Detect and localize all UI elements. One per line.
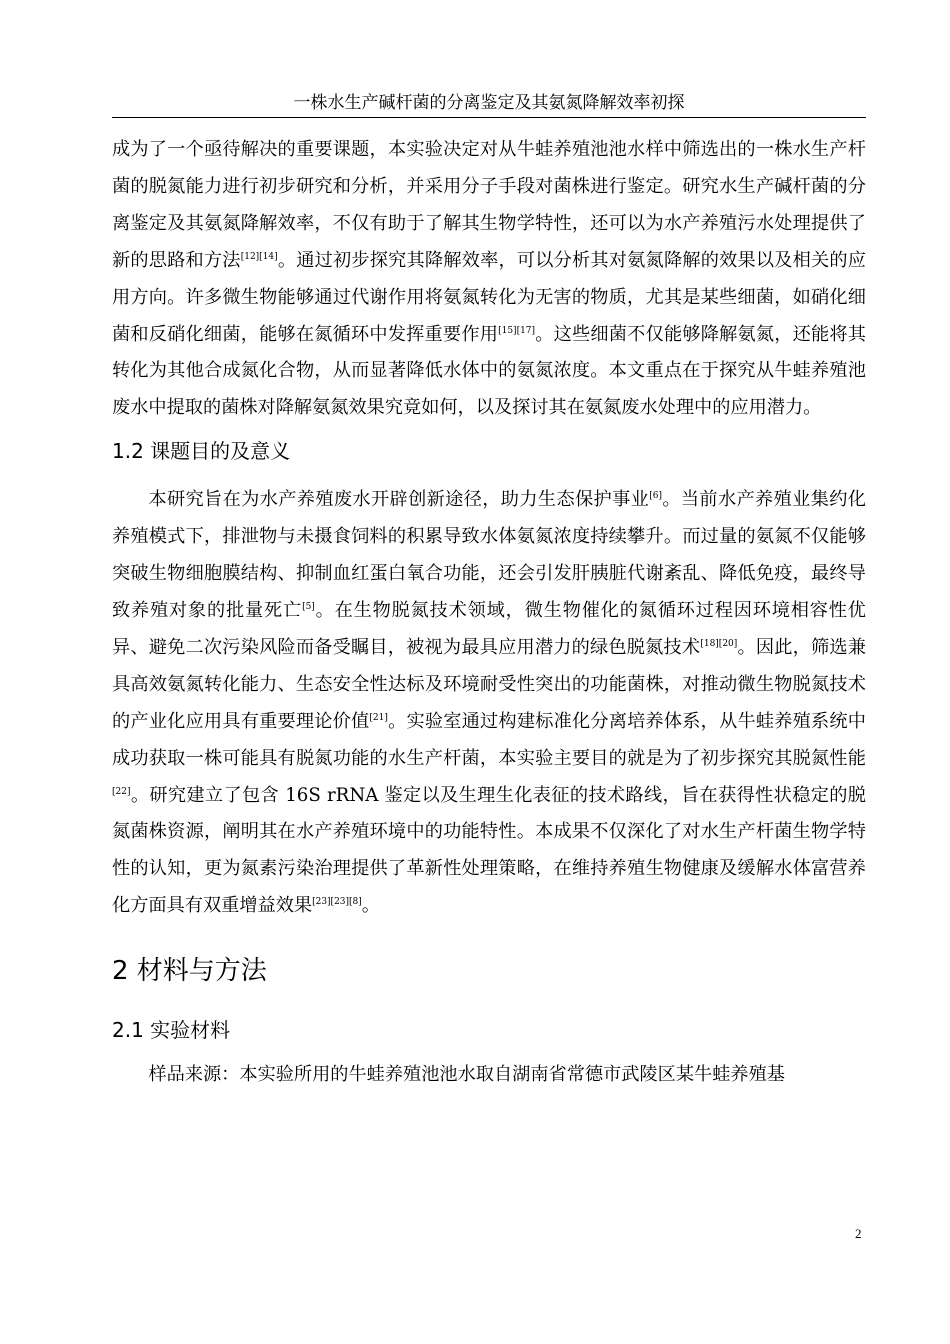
body-paragraph-objectives [112, 482, 866, 925]
section-heading-2: 2 材料与方法 [112, 956, 267, 987]
citation: [5] [302, 601, 315, 612]
section-heading-2-1: 2.1 实验材料 [112, 1018, 231, 1043]
page-body [112, 132, 866, 1094]
citation: [18][20] [700, 638, 738, 649]
text-run: 。 [361, 895, 380, 917]
text-run: 。当前水产养殖业集约化养殖模式下，排泄物与未摄食饲料的积累导致水体氨氮浓度持续攀升。而过量的氨氮不仅能够突破生物细胞膜结构、抑制血红蛋白氧合功能，还会引发肝胰脏代谢紊乱、降低免疫，最终导致养殖对象的批量死亡 [112, 489, 866, 621]
text-run: 。实验室通过构建标准化分离培养体系，从牛蛙养殖系统中成功获取一株可能具有脱氮功能的水生产杆菌，本实验主要目的就是为了初步探究其脱氮性能 [112, 710, 866, 769]
citation: [21] [369, 712, 388, 723]
citation: [15][17] [498, 325, 536, 336]
citation: [12][14] [240, 251, 278, 262]
body-paragraph-intro-continued [112, 132, 866, 427]
text-run: 。在生物脱氮技术领域，微生物催化的氮循环过程因环境相容性优异、避免二次污染风险而备受瞩目，被视为最具应用潜力的绿色脱氮技术 [112, 599, 866, 658]
text-run: 。通过初步探究其降解效率，可以分析其对氨氮降解的效果以及相关的应用方向。许多微生物能够通过代谢作用将氨氮转化为无害的物质，尤其是某些细菌，如硝化细菌和反硝化细菌，能够在氮循环中发挥重要作用 [112, 249, 866, 345]
citation: [22] [112, 786, 131, 797]
text-run: 成为了一个亟待解决的重要课题，本实验决定对从牛蛙养殖池池水样中筛选出的一株水生产杆菌的脱氮能力进行初步研究和分析，并采用分子手段对菌株进行鉴定。研究水生产碱杆菌的分离鉴定及其氨氮降解效率，不仅有助于了解其生物学特性，还可以为水产养殖污水处理提供了新的思路和方法 [112, 139, 866, 271]
text-run: 。因此，筛选兼具高效氨氮转化能力、生态安全性达标及环境耐受性突出的功能菌株，对推动微生物脱氮技术的产业化应用具有重要理论价值 [112, 636, 866, 732]
text-run: 本研究旨在为水产养殖废水开辟创新途径，助力生态保护事业 [148, 489, 650, 511]
citation: [23][23][8] [312, 897, 362, 908]
citation: [6] [649, 491, 662, 502]
section-heading-1-2: 1.2 课题目的及意义 [112, 439, 291, 464]
running-header: 一株水生产碱杆菌的分离鉴定及其氨氮降解效率初探 [112, 90, 866, 118]
body-paragraph-sample-source: 样品来源：本实验所用的牛蛙养殖池池水取自湖南省常德市武陵区某牛蛙养殖基 [148, 1064, 785, 1086]
page-number: 2 [855, 1226, 862, 1241]
text-run: 。研究建立了包含 16S rRNA 鉴定以及生理生化表征的技术路线，旨在获得性状稳定的脱氮菌株资源，阐明其在水产养殖环境中的功能特性。本成果不仅深化了对水生产杆菌生物学特性的认知，更为氮素污染治理提供了革新性处理策略，在维持养殖生物健康及缓解水体富营养化方面具有双重增益效果 [112, 784, 866, 917]
text-run: 。这些细菌不仅能够降解氨氮，还能将其转化为其他合成氮化合物，从而显著降低水体中的氨氮浓度。本文重点在于探究从牛蛙养殖池废水中提取的菌株对降解氨氮效果究竟如何，以及探讨其在氨氮废水处理中的应用潜力。 [112, 323, 866, 419]
